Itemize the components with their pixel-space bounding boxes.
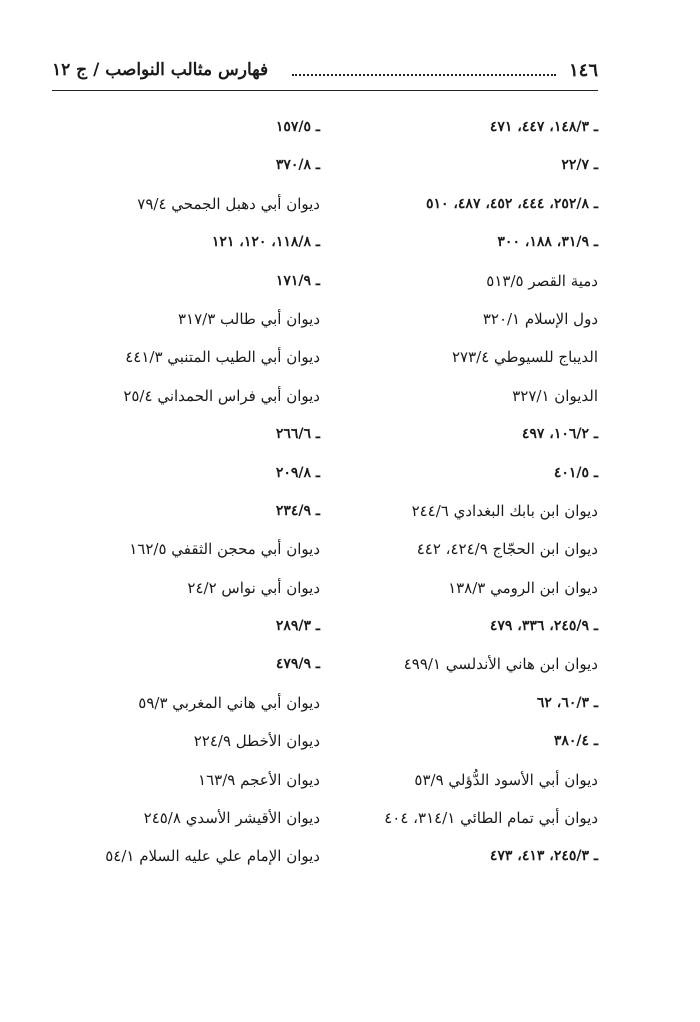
running-title: فهارس مثالب النواصب / ج ١٢ xyxy=(52,60,269,80)
index-entry: ديوان أبي هاني المغربي ٥٩/٣ xyxy=(138,693,320,712)
index-column-left xyxy=(50,108,320,876)
index-entry: ديوان ابن بابك البغدادي ٢٤٤/٦ xyxy=(411,501,598,520)
index-entry: ـ ٤٧٩/٩ xyxy=(275,656,320,673)
index-entry: ـ ١٤٨/٣، ٤٤٧، ٤٧١ xyxy=(489,119,598,135)
index-entry: ديوان ابن الحجّاج ٤٢٤/٩، ٤٤٢ xyxy=(416,540,598,559)
index-entry: ديوان الأعجم ١٦٣/٩ xyxy=(198,770,320,789)
page-number: ١٤٦ xyxy=(568,60,598,81)
index-entry: ـ ٣٨٠/٤ xyxy=(553,733,598,750)
index-entry: ـ ١٥٧/٥ xyxy=(275,119,320,135)
index-entry: ـ ١٧١/٩ xyxy=(275,272,320,289)
index-entry: دول الإسلام ٣٢٠/١ xyxy=(482,309,598,328)
index-entry: ديوان الأخطل ٢٢٤/٩ xyxy=(193,732,320,751)
index-entry: ـ ٣٧٠/٨ xyxy=(275,157,320,174)
index-entry: ديوان أبي فراس الحمداني ٢٥/٤ xyxy=(123,386,320,405)
page-header xyxy=(52,58,598,88)
index-entry: ديوان ابن هاني الأندلسي ٤٩٩/١ xyxy=(403,655,598,674)
index-entry: ديوان الأقيشر الأسدي ٢٤٥/٨ xyxy=(143,809,320,828)
index-entry: ـ ٢٤٥/٩، ٣٣٦، ٤٧٩ xyxy=(489,618,598,635)
index-entry: ديوان أبي طالب ٣١٧/٣ xyxy=(177,309,320,328)
index-entry: ديوان الإمام علي عليه السلام ٥٤/١ xyxy=(105,847,320,866)
index-entry: ـ ٢٥٢/٨، ٤٤٤، ٤٥٢، ٤٨٧، ٥١٠ xyxy=(425,195,598,212)
index-entry: ـ ٢٤٥/٣، ٤١٣، ٤٧٣ xyxy=(489,848,598,865)
index-entry: ـ ٦٠/٣، ٦٢ xyxy=(536,694,598,711)
index-entry: دمية القصر ٥١٣/٥ xyxy=(486,271,598,290)
index-entry: ديوان أبي نواس ٢٤/٢ xyxy=(187,578,320,597)
index-entry: ديوان أبي دهبل الجمحي ٧٩/٤ xyxy=(137,194,320,213)
index-entry: ـ ٢٣٤/٩ xyxy=(275,502,320,519)
index-entry: الديباج للسيوطي ٢٧٣/٤ xyxy=(451,348,598,367)
index-entry: ـ ٤٠١/٥ xyxy=(553,464,598,481)
index-entry: ـ ٢٢/٧ xyxy=(561,157,598,174)
index-entry: ـ ٢٨٩/٣ xyxy=(275,618,320,635)
header-dotted-leader xyxy=(292,52,556,76)
index-entry: ـ ١٠٦/٢، ٤٩٧ xyxy=(521,426,598,443)
index-entry: الديوان ٣٢٧/١ xyxy=(512,386,598,405)
index-entry: ديوان أبي تمام الطائي ٣١٤/١، ٤٠٤ xyxy=(384,809,598,828)
index-entry: ديوان ابن الرومي ١٣٨/٣ xyxy=(448,578,598,597)
index-entry: ـ ٣١/٩، ١٨٨، ٣٠٠ xyxy=(497,234,598,251)
index-entry: ديوان أبي الطيب المتنبي ٤٤١/٣ xyxy=(125,348,320,367)
header-rule xyxy=(52,90,598,91)
index-entry: ديوان أبي الأسود الدُّؤلي ٥٣/٩ xyxy=(414,770,598,789)
index-column-right xyxy=(328,108,598,876)
index-entry: ديوان أبي محجن الثقفي ١٦٢/٥ xyxy=(129,540,320,559)
index-entry: ـ ٢٦٦/٦ xyxy=(275,426,320,443)
index-entry: ـ ٢٠٩/٨ xyxy=(275,464,320,481)
index-entry: ـ ١١٨/٨، ١٢٠، ١٢١ xyxy=(211,234,320,251)
